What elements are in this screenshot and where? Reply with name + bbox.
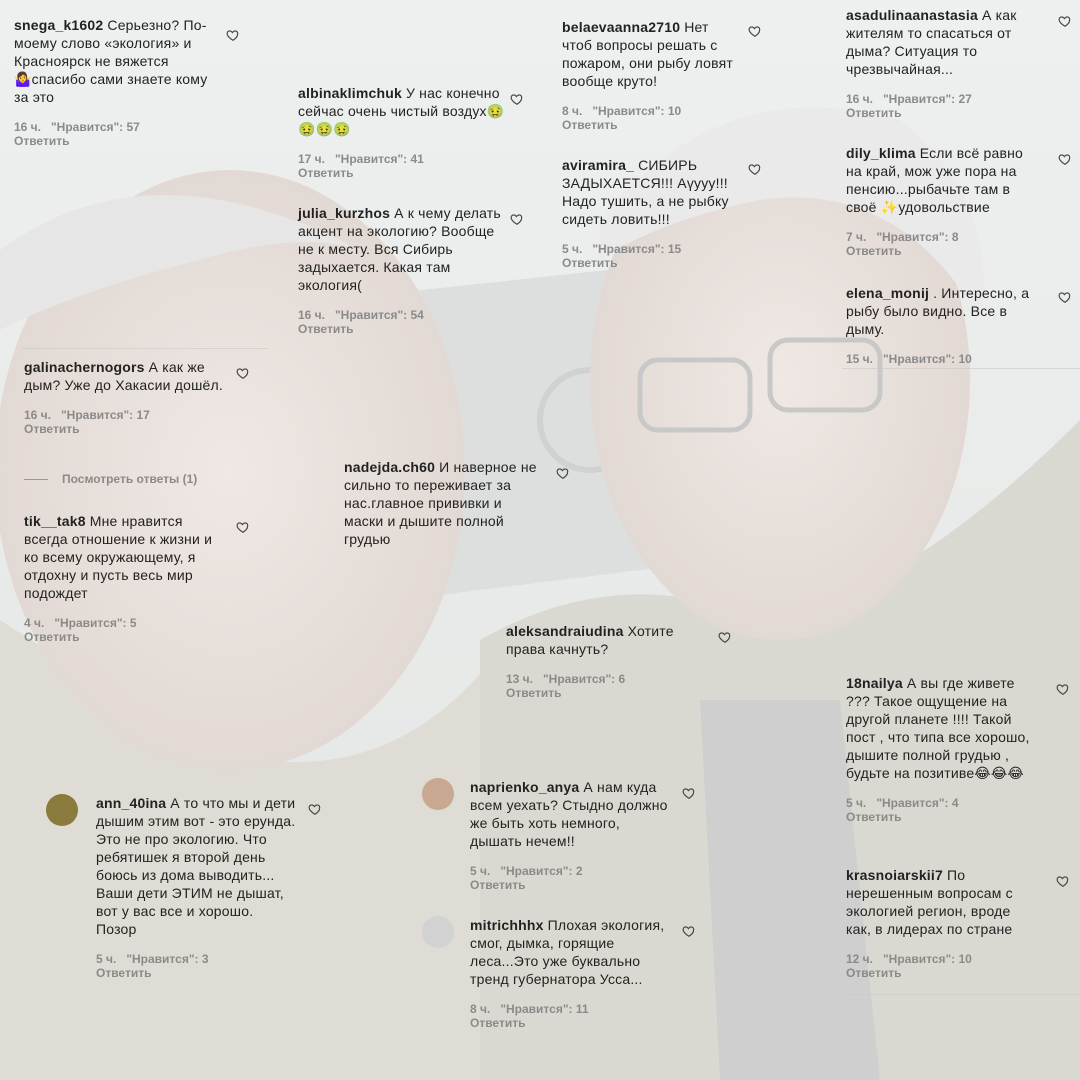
comment-meta — [24, 408, 229, 436]
comment-body: Мне нравится всегда отношение к жизни и ко всему окружающему, я отдохну и пусть весь мир подождет — [24, 513, 213, 601]
comment-body: Плохая экология, смог, дымка, горящие леса...Это уже буквально тренд губернатора Усса... — [470, 917, 665, 987]
heart-icon[interactable] — [510, 92, 524, 106]
comment — [562, 18, 742, 132]
reply-button[interactable]: Ответить — [506, 686, 562, 700]
comment-likes[interactable]: "Нравится": 3 — [126, 952, 209, 966]
avatar[interactable] — [422, 916, 454, 948]
comment-meta — [562, 242, 752, 270]
reply-button[interactable]: Ответить — [298, 322, 354, 336]
comment-username[interactable]: albinaklimchuk — [298, 85, 402, 101]
comment-likes[interactable]: "Нравится": 4 — [876, 796, 959, 810]
comment-body: А нам куда всем уехать? Стыдно должно же быть хоть немного, дышать нечем!! — [470, 779, 668, 849]
comment-body: Хотите права качнуть? — [506, 623, 674, 657]
comment-meta — [14, 120, 224, 148]
comment-likes[interactable]: "Нравится": 57 — [50, 120, 140, 134]
replies-line — [24, 479, 48, 480]
avatar[interactable] — [422, 778, 454, 810]
comment-meta — [846, 796, 1036, 824]
heart-icon[interactable] — [682, 786, 696, 800]
comment-time: 16 ч. — [298, 308, 325, 322]
reply-button[interactable]: Ответить — [846, 244, 902, 258]
reply-button[interactable]: Ответить — [562, 118, 618, 132]
comment-meta — [846, 952, 1036, 980]
comment-text-block — [24, 512, 229, 602]
comment-body: А то что мы и дети дышим этим вот - это ерунда. Это не про экологию. Что ребятишек я второй день боюсь из дома выводить... Ваши дети ЭТИМ не дышат, вот у вас все и хорошо. Позор — [96, 795, 296, 937]
comment — [470, 916, 670, 1030]
comment-meta — [846, 92, 1046, 120]
comment-body: Нет чтоб вопросы решать с пожаром, они рыбу ловят вообще круто! — [562, 19, 734, 89]
comment-time: 13 ч. — [506, 672, 533, 686]
comment-likes[interactable]: "Нравится": 6 — [542, 672, 626, 686]
heart-icon[interactable] — [682, 924, 696, 938]
comment-username[interactable]: snega_k1602 — [14, 17, 104, 33]
comment-time: 5 ч. — [470, 864, 491, 878]
comment-text-block — [298, 84, 508, 138]
comment — [846, 284, 1041, 366]
comment-time: 17 ч. — [298, 152, 325, 166]
comment-likes[interactable]: "Нравится": 10 — [592, 104, 682, 118]
comment-time: 7 ч. — [846, 230, 867, 244]
comment-username[interactable]: elena_monij — [846, 285, 930, 301]
comment-text-block — [562, 18, 742, 90]
comment-body: . Интересно, а рыбу было видно. Все в дыму. — [846, 285, 1030, 337]
comment — [846, 144, 1041, 258]
comment-meta — [298, 152, 508, 180]
comment-text-block — [96, 794, 296, 938]
comment-username[interactable]: belaevaanna2710 — [562, 19, 681, 35]
heart-icon[interactable] — [236, 520, 250, 534]
comment-text-block — [562, 156, 752, 228]
reply-button[interactable]: Ответить — [298, 166, 354, 180]
heart-icon[interactable] — [510, 212, 524, 226]
comment-likes[interactable]: "Нравится": 54 — [334, 308, 424, 322]
comment — [846, 674, 1036, 824]
comment-username[interactable]: 18nailya — [846, 675, 903, 691]
heart-icon[interactable] — [1058, 14, 1072, 28]
comment-meta — [96, 952, 296, 980]
comment-username[interactable]: asadulinaanastasia — [846, 7, 978, 23]
comment-username[interactable]: mitrichhhx — [470, 917, 544, 933]
comment-time: 5 ч. — [96, 952, 117, 966]
comment-username[interactable]: dily_klima — [846, 145, 916, 161]
divider — [842, 994, 1080, 995]
comment-body: У нас конечно сейчас очень чистый воздух🤢🤢🤢🤢 — [298, 85, 505, 137]
reply-button[interactable]: Ответить — [14, 134, 70, 148]
reply-button[interactable]: Ответить — [96, 966, 152, 980]
comment-username[interactable]: aviramira_ — [562, 157, 635, 173]
comment-body: Серьезно? По-моему слово «экология» и Красноярск не вяжется🤷‍♀️спасибо сами знаете кому за это — [14, 17, 208, 105]
comment — [298, 84, 508, 180]
comment-body: А к чему делать акцент на экологию? Вообще не к месту. Вся Сибирь задыхается. Какая там экология( — [298, 205, 501, 293]
comment-body: И наверное не сильно то переживает за нас.главное прививки и маски и дышите полной грудью — [344, 459, 537, 547]
comment-meta — [24, 616, 229, 644]
comment-text-block — [846, 284, 1041, 338]
comment-username[interactable]: ann_40ina — [96, 795, 167, 811]
comment-username[interactable]: tik__tak8 — [24, 513, 86, 529]
comment-time: 16 ч. — [14, 120, 41, 134]
comment-meta — [470, 864, 670, 892]
comment — [562, 156, 752, 270]
comment-text-block — [298, 204, 503, 294]
heart-icon[interactable] — [1056, 682, 1070, 696]
comment-text-block — [470, 916, 670, 988]
comment-username[interactable]: aleksandraiudina — [506, 623, 624, 639]
comment-body: СИБИРЬ ЗАДЫХАЕТСЯ!!! Аүууу!!! Надо тушить, а не рыбку сидеть ловить!!! — [562, 157, 729, 227]
comment-text-block — [846, 674, 1036, 782]
comment-meta — [470, 1002, 670, 1030]
comment-meta — [846, 352, 1041, 366]
avatar[interactable] — [46, 794, 78, 826]
comment-time: 8 ч. — [562, 104, 583, 118]
reply-button[interactable]: Ответить — [470, 1016, 526, 1030]
comment-text-block — [24, 358, 229, 394]
comment — [298, 204, 503, 336]
comment-time: 16 ч. — [846, 92, 873, 106]
heart-icon[interactable] — [556, 466, 570, 480]
reply-button[interactable]: Ответить — [24, 422, 80, 436]
reply-button[interactable]: Ответить — [24, 630, 80, 644]
heart-icon[interactable] — [1058, 290, 1072, 304]
heart-icon[interactable] — [1056, 874, 1070, 888]
comment — [344, 458, 544, 548]
comment-body: А как жителям то спасаться от дыма? Ситуация то чрезвычайная... — [846, 7, 1017, 77]
comment-likes[interactable]: "Нравится": 27 — [882, 92, 972, 106]
comment-meta — [506, 672, 711, 700]
comment-time: 4 ч. — [24, 616, 45, 630]
comment-username[interactable]: julia_kurzhos — [298, 205, 391, 221]
comment-likes[interactable]: "Нравится": 10 — [882, 352, 972, 366]
heart-icon[interactable] — [748, 24, 762, 38]
comment-username[interactable]: galinachernogors — [24, 359, 145, 375]
comment-time: 16 ч. — [24, 408, 51, 422]
reply-button[interactable]: Ответить — [470, 878, 526, 892]
reply-button[interactable]: Ответить — [846, 966, 902, 980]
heart-icon[interactable] — [718, 630, 732, 644]
comment-body: По нерешенным вопросам с экологией регион, вроде как, в лидерах по стране — [846, 867, 1013, 937]
comment-meta — [846, 230, 1041, 258]
divider — [22, 348, 268, 349]
comment — [470, 778, 670, 892]
comment-text-block — [846, 866, 1036, 938]
comment-likes[interactable]: "Нравится": 8 — [876, 230, 959, 244]
comment-likes[interactable]: "Нравится": 17 — [60, 408, 150, 422]
comment-body: А как же дым? Уже до Хакасии дошёл. — [24, 359, 223, 393]
heart-icon[interactable] — [226, 28, 240, 42]
comment — [846, 6, 1046, 120]
comment-likes[interactable]: "Нравится": 15 — [592, 242, 682, 256]
heart-icon[interactable] — [1058, 152, 1072, 166]
reply-button[interactable]: Ответить — [846, 106, 902, 120]
comment-meta — [562, 104, 742, 132]
comment-likes[interactable]: "Нравится": 41 — [334, 152, 424, 166]
comment-time: 12 ч. — [846, 952, 873, 966]
comment — [24, 358, 229, 436]
comment — [846, 866, 1036, 980]
comment-text-block — [846, 6, 1046, 78]
comment — [96, 794, 296, 980]
comment-likes[interactable]: "Нравится": 5 — [54, 616, 137, 630]
comment-likes[interactable]: "Нравится": 2 — [500, 864, 583, 878]
comment-time: 15 ч. — [846, 352, 873, 366]
comment-time: 5 ч. — [846, 796, 867, 810]
comment-likes[interactable]: "Нравится": 10 — [882, 952, 972, 966]
view-replies-link[interactable]: Посмотреть ответы (1) — [24, 472, 197, 486]
heart-icon[interactable] — [748, 162, 762, 176]
comment-meta — [298, 308, 503, 336]
comment-time: 8 ч. — [470, 1002, 491, 1016]
comment-username[interactable]: nadejda.ch60 — [344, 459, 436, 475]
comment-text-block — [846, 144, 1041, 216]
comment — [24, 512, 229, 644]
heart-icon[interactable] — [236, 366, 250, 380]
heart-icon[interactable] — [308, 802, 322, 816]
comment-text-block — [344, 458, 544, 548]
comment — [506, 622, 711, 700]
reply-button[interactable]: Ответить — [846, 810, 902, 824]
comment-text-block — [506, 622, 711, 658]
divider — [842, 368, 1080, 369]
comment — [14, 16, 224, 148]
comment-body: А вы где живете ??? Такое ощущение на другой планете !!!! Такой пост , что типа все хорошо, дышите полной грудью , будьте на позитиве😂😂😂 — [846, 675, 1030, 781]
comment-likes[interactable]: "Нравится": 11 — [500, 1002, 589, 1016]
comment-time: 5 ч. — [562, 242, 583, 256]
comment-username[interactable]: krasnoiarskii7 — [846, 867, 943, 883]
reply-button[interactable]: Ответить — [562, 256, 618, 270]
comment-text-block — [470, 778, 670, 850]
comment-username[interactable]: naprienko_anya — [470, 779, 580, 795]
comment-body: Если всё равно на край, мож уже пора на пенсию...рыбачьте там в своё ✨удовольствие — [846, 145, 1024, 215]
comment-text-block — [14, 16, 224, 106]
